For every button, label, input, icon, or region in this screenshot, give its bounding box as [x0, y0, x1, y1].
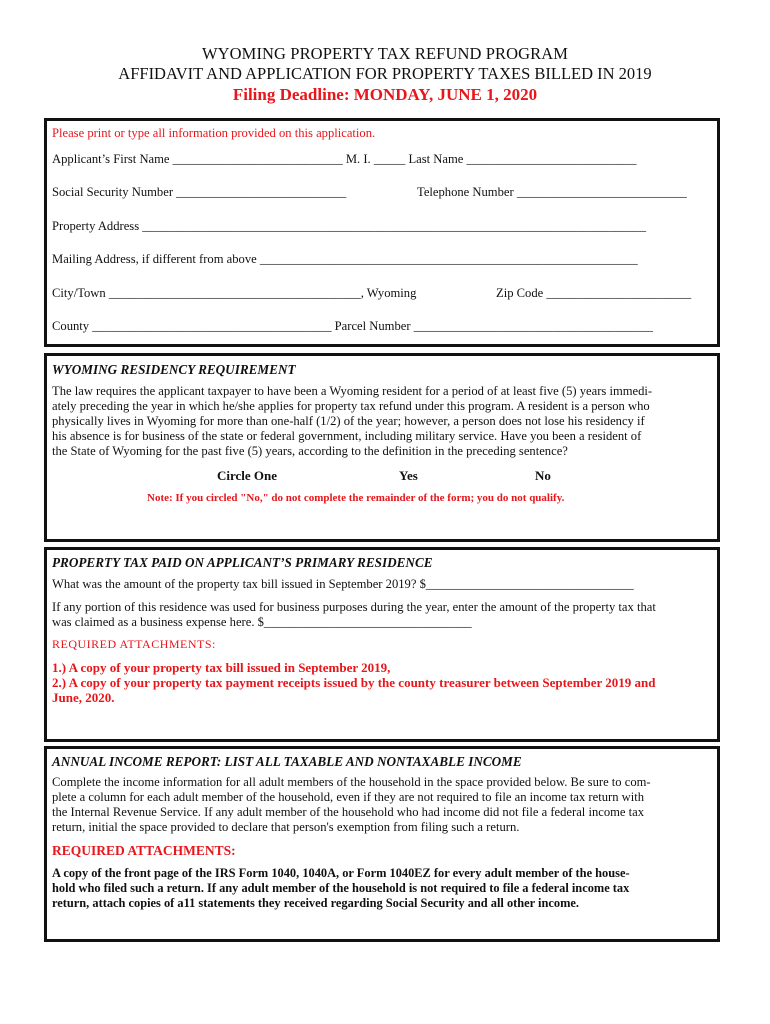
- property-address-field[interactable]: Property Address ________________________________________________________________________________: [52, 219, 646, 233]
- required-attachments-label: REQUIRED ATTACHMENTS:: [52, 637, 216, 651]
- form-subtitle: AFFIDAVIT AND APPLICATION FOR PROPERTY TAXES BILLED IN 2019: [118, 64, 652, 83]
- income-attachment-line: return, attach copies of a11 statements they received regarding Social Security and all other income.: [52, 896, 579, 910]
- residency-line: physically lives in Wyoming for more than one-half (1/2) of the year; however, a person does not lose his residency if: [52, 414, 645, 428]
- income-attachment-line: A copy of the front page of the IRS Form 1040, 1040A, or Form 1040EZ for every adult member of the house-: [52, 866, 630, 880]
- mailing-address-field[interactable]: Mailing Address, if different from above ____________________________________________________________: [52, 252, 638, 266]
- income-paragraph: [52, 775, 713, 835]
- attachment-item-2-cont: June, 2020.: [52, 690, 115, 705]
- income-title: ANNUAL INCOME REPORT: LIST ALL TAXABLE AND NONTAXABLE INCOME: [52, 754, 522, 769]
- yes-option[interactable]: Yes: [399, 468, 418, 483]
- filing-deadline: Filing Deadline: MONDAY, JUNE 1, 2020: [232, 85, 538, 104]
- business-expense-field[interactable]: was claimed as a business expense here. $_________________________________: [52, 615, 472, 629]
- residency-line: The law requires the applicant taxpayer to have been a Wyoming resident for a period of at least five (5) years immedi-: [52, 384, 653, 398]
- tax-bill-amount-field[interactable]: What was the amount of the property tax bill issued in September 2019? $_________________________________: [52, 577, 634, 591]
- tax-paid-title: PROPERTY TAX PAID ON APPLICANT’S PRIMARY RESIDENCE: [52, 555, 433, 570]
- county-parcel-field[interactable]: County ______________________________________ Parcel Number ______________________________________: [52, 319, 653, 333]
- business-expense-question: If any portion of this residence was used for business purposes during the year, enter the amount of the property tax that: [52, 600, 656, 614]
- income-line: Complete the income information for all adult members of the household in the space provided below. Be sure to com-: [52, 775, 651, 789]
- income-line: the Internal Revenue Service. If any adult member of the household who had income did not file a federal income tax: [52, 805, 645, 819]
- residency-line: his absence is for business of the state or federal government, including military service. Have you been a resident of: [52, 429, 642, 443]
- applicant-name-field[interactable]: Applicant’s First Name ___________________________ M. I. _____ Last Name ___________________________: [52, 152, 637, 166]
- income-attachments-paragraph: [52, 866, 713, 911]
- tax-paid-section: [44, 547, 720, 742]
- zip-code-field[interactable]: Zip Code _______________________: [496, 286, 692, 300]
- applicant-info-section: [44, 118, 720, 347]
- residency-section: [44, 353, 720, 542]
- no-option[interactable]: No: [535, 468, 551, 483]
- income-line: return, initial the space provided to declare that person's exemption from filing such a return.: [52, 820, 520, 834]
- residency-title: WYOMING RESIDENCY REQUIREMENT: [52, 362, 296, 377]
- attachment-item-2: 2.) A copy of your property tax payment receipts issued by the county treasurer between September 2019 and: [52, 675, 656, 690]
- telephone-field[interactable]: Telephone Number ___________________________: [417, 185, 687, 199]
- income-section: [44, 746, 720, 942]
- income-line: plete a column for each adult member of the household, even if they are not required to file an income tax return with: [52, 790, 645, 804]
- income-attachment-line: hold who filed such a return. If any adult member of the household is not required to file a federal income tax: [52, 881, 630, 895]
- ssn-field[interactable]: Social Security Number ___________________________: [52, 185, 347, 199]
- residency-line: the State of Wyoming for the past five (5) years, according to the definition in the preceding sentence?: [52, 444, 568, 458]
- income-required-attachments-label: REQUIRED ATTACHMENTS:: [52, 843, 236, 858]
- attachment-item-1: 1.) A copy of your property tax bill issued in September 2019,: [52, 660, 391, 675]
- circle-one-label: Circle One: [217, 468, 278, 483]
- residency-paragraph: [52, 384, 713, 459]
- city-field[interactable]: City/Town ________________________________________, Wyoming: [52, 286, 417, 300]
- disqualify-note: Note: If you circled "No," do not complete the remainder of the form; you do not qualify.: [147, 492, 565, 504]
- form-title: WYOMING PROPERTY TAX REFUND PROGRAM: [201, 44, 569, 63]
- print-instruction: Please print or type all information provided on this application.: [52, 126, 376, 140]
- residency-line: ately preceding the year in which he/she applies for property tax refund under this program. A resident is a person who: [52, 399, 650, 413]
